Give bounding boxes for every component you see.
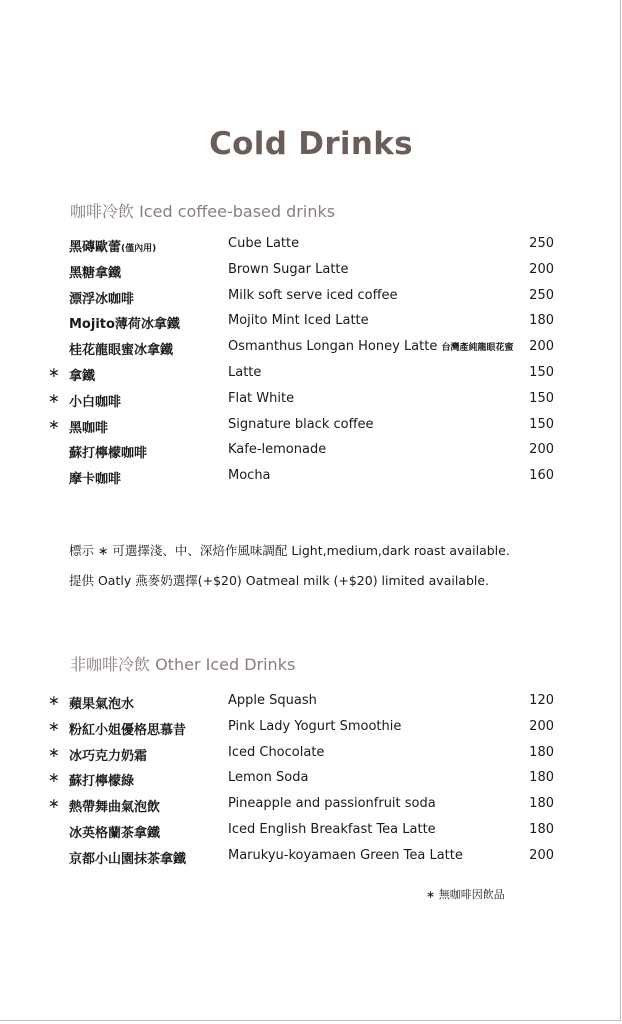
item-name-zh: 拿鐵 bbox=[69, 368, 96, 384]
item-price: 150 bbox=[529, 390, 554, 406]
item-name-en: Pink Lady Yogurt Smoothie bbox=[228, 718, 402, 734]
roast-star-icon: ∗ bbox=[48, 416, 60, 433]
item-name-zh: 蘇打檸檬咖啡 bbox=[69, 446, 148, 462]
item-name-zh: 漂浮冰咖啡 bbox=[69, 291, 135, 307]
menu-row bbox=[0, 391, 622, 417]
menu-row bbox=[0, 770, 622, 796]
other-section-heading: 非咖啡冷飲 Other Iced Drinks bbox=[70, 655, 296, 674]
menu-row bbox=[0, 719, 622, 745]
coffee-menu-list bbox=[0, 236, 622, 494]
item-price: 180 bbox=[529, 313, 554, 329]
item-price: 180 bbox=[529, 770, 554, 786]
item-name-en: Iced English Breakfast Tea Latte bbox=[228, 821, 436, 837]
item-price: 200 bbox=[529, 339, 554, 355]
menu-row bbox=[0, 339, 622, 365]
item-price: 250 bbox=[529, 236, 554, 251]
item-name-en: Latte bbox=[228, 364, 262, 380]
oatly-note: 提供 Oatly 燕麥奶選擇(+$20) Oatmeal milk (+$20) limited available. bbox=[69, 573, 490, 588]
coffee-section-heading: 咖啡冷飲 Iced coffee-based drinks bbox=[70, 202, 336, 221]
item-name-en: Kafe-lemonade bbox=[228, 442, 327, 458]
menu-row bbox=[0, 442, 622, 468]
decaf-star-icon: ∗ bbox=[48, 796, 60, 813]
item-price: 150 bbox=[529, 364, 554, 380]
menu-row bbox=[0, 822, 622, 848]
roast-star-icon: ∗ bbox=[48, 390, 60, 407]
item-name-zh: 黑咖啡 bbox=[69, 420, 109, 436]
menu-row bbox=[0, 848, 622, 874]
item-price: 180 bbox=[529, 744, 554, 760]
other-menu-list bbox=[0, 693, 622, 874]
item-name-en: Milk soft serve iced coffee bbox=[228, 287, 398, 303]
item-price: 200 bbox=[529, 847, 554, 863]
item-name-zh: 摩卡咖啡 bbox=[69, 472, 122, 488]
item-price: 200 bbox=[529, 442, 554, 458]
item-price: 160 bbox=[529, 468, 554, 484]
decaf-star-icon: ∗ bbox=[48, 770, 60, 787]
item-name-en: Cube Latte bbox=[228, 236, 300, 251]
decaf-footnote: ∗ 無咖啡因飲品 bbox=[426, 888, 505, 901]
item-name-en: Brown Sugar Latte bbox=[228, 261, 349, 277]
item-name-zh: 粉紅小姐優格思慕昔 bbox=[69, 722, 187, 738]
item-name-en: Osmanthus Longan Honey Latte 台灣產純龍眼花蜜 bbox=[228, 339, 514, 355]
item-name-zh: 小白咖啡 bbox=[69, 394, 122, 410]
item-name-zh: 京都小山園抹茶拿鐵 bbox=[69, 851, 187, 867]
menu-row bbox=[0, 262, 622, 288]
menu-row bbox=[0, 313, 622, 339]
menu-row bbox=[0, 417, 622, 443]
roast-note: 標示 ∗ 可選擇淺、中、深焙作風味調配 Light,medium,dark roast available. bbox=[69, 543, 510, 558]
item-price: 250 bbox=[529, 287, 554, 303]
menu-row bbox=[0, 236, 622, 262]
item-name-en: Pineapple and passionfruit soda bbox=[228, 796, 436, 812]
menu-row bbox=[0, 288, 622, 314]
item-name-zh: 黑磚歐蕾(僅內用) bbox=[69, 240, 157, 255]
item-price: 180 bbox=[529, 796, 554, 812]
item-name-zh: 冰巧克力奶霜 bbox=[69, 748, 148, 764]
item-name-en: Apple Squash bbox=[228, 693, 317, 708]
roast-star-icon: ∗ bbox=[48, 364, 60, 381]
item-name-zh: Mojito薄荷冰拿鐵 bbox=[69, 317, 180, 333]
item-name-en: Iced Chocolate bbox=[228, 744, 325, 760]
decaf-star-icon: ∗ bbox=[48, 693, 60, 709]
item-name-en: Signature black coffee bbox=[228, 416, 374, 432]
item-note-en: 台灣產純龍眼花蜜 bbox=[441, 343, 514, 354]
item-name-en: Mocha bbox=[228, 468, 271, 484]
item-note-zh: (僅內用) bbox=[121, 244, 157, 254]
decaf-star-icon: ∗ bbox=[48, 718, 60, 735]
menu-row bbox=[0, 745, 622, 771]
item-name-en: Mojito Mint Iced Latte bbox=[228, 313, 369, 329]
menu-row bbox=[0, 365, 622, 391]
item-name-zh: 桂花龍眼蜜冰拿鐵 bbox=[69, 343, 174, 359]
item-name-zh: 冰英格蘭茶拿鐵 bbox=[69, 825, 161, 841]
menu-row bbox=[0, 468, 622, 494]
item-name-zh: 黑糖拿鐵 bbox=[69, 265, 122, 281]
item-name-en: Lemon Soda bbox=[228, 770, 309, 786]
item-price: 150 bbox=[529, 416, 554, 432]
menu-row bbox=[0, 693, 622, 719]
item-price: 200 bbox=[529, 718, 554, 734]
item-price: 180 bbox=[529, 821, 554, 837]
item-price: 120 bbox=[529, 693, 554, 708]
item-name-zh: 蘋果氣泡水 bbox=[69, 697, 135, 712]
menu-row bbox=[0, 796, 622, 822]
decaf-star-icon: ∗ bbox=[48, 744, 60, 761]
item-name-en: Marukyu-koyamaen Green Tea Latte bbox=[228, 847, 463, 863]
item-name-en: Flat White bbox=[228, 390, 295, 406]
item-name-zh: 熱帶舞曲氣泡飲 bbox=[69, 800, 161, 816]
item-name-zh: 蘇打檸檬綠 bbox=[69, 774, 135, 790]
page-title: Cold Drinks bbox=[209, 126, 413, 162]
item-price: 200 bbox=[529, 261, 554, 277]
